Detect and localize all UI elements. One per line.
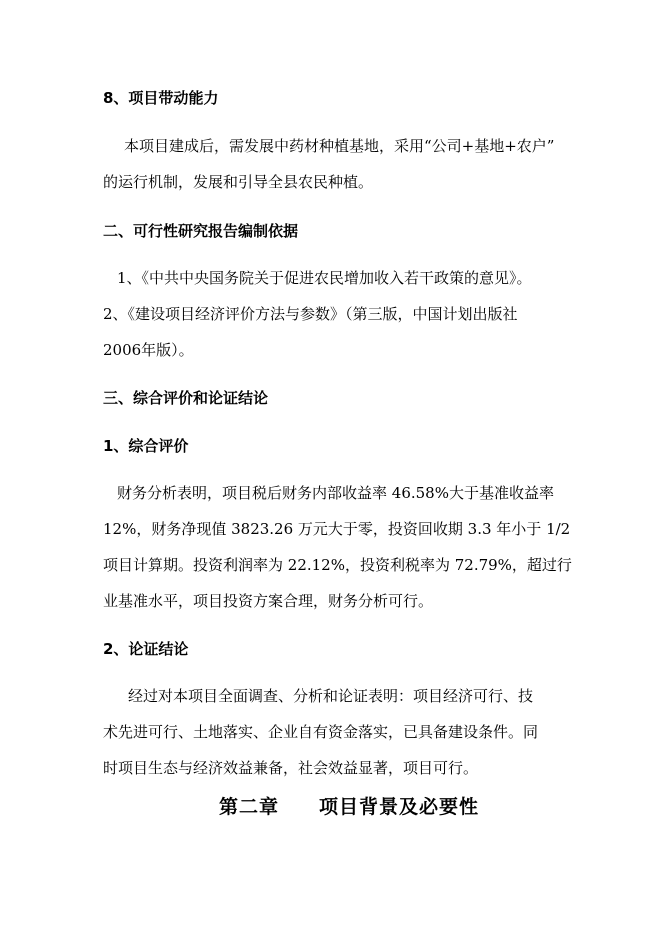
chapter-number: 第二章 [219,796,280,818]
chapter-heading [219,797,479,817]
section-heading-8: 8、项目带动能力 [103,89,219,107]
paragraph-line: 项目计算期。投资利润率为 22.12%，投资利税率为 72.79%，超过行 [103,556,572,574]
subsection-heading-conclusion: 2、论证结论 [103,640,189,658]
paragraph-line: 12%，财务净现值 3823.26 万元大于零，投资回收期 3.3 年小于 1/2 [103,520,571,538]
chapter-title: 项目背景及必要性 [319,796,480,818]
paragraph-line: 的运行机制，发展和引导全县农民种植。 [103,173,374,191]
reference-item: 2、《建设项目经济评价方法与参数》（第三版，中国计划出版社 [103,305,518,323]
paragraph-line: 业基准水平，项目投资方案合理，财务分析可行。 [103,592,434,610]
paragraph-line: 本项目建成后，需发展中药材种植基地，采用“公司+基地+农户” [124,137,555,155]
subsection-heading-evaluation: 1、综合评价 [103,437,189,455]
reference-item: 1、《中共中央国务院关于促进农民增加收入若干政策的意见》。 [117,269,532,287]
paragraph-line: 经过对本项目全面调查、分析和论证表明：项目经济可行、技 [128,687,534,705]
section-heading-conclusion: 三、综合评价和论证结论 [103,389,269,407]
paragraph-line: 术先进可行、土地落实、企业自有资金落实，已具备建设条件。同 [103,723,539,741]
paragraph-line: 时项目生态与经济效益兼备，社会效益显著，项目可行。 [103,759,479,777]
reference-item-continued: 2006年版）。 [103,341,194,359]
paragraph-line: 财务分析表明，项目税后财务内部收益率 46.58%大于基准收益率 [117,484,554,502]
section-heading-basis: 二、可行性研究报告编制依据 [103,222,299,240]
